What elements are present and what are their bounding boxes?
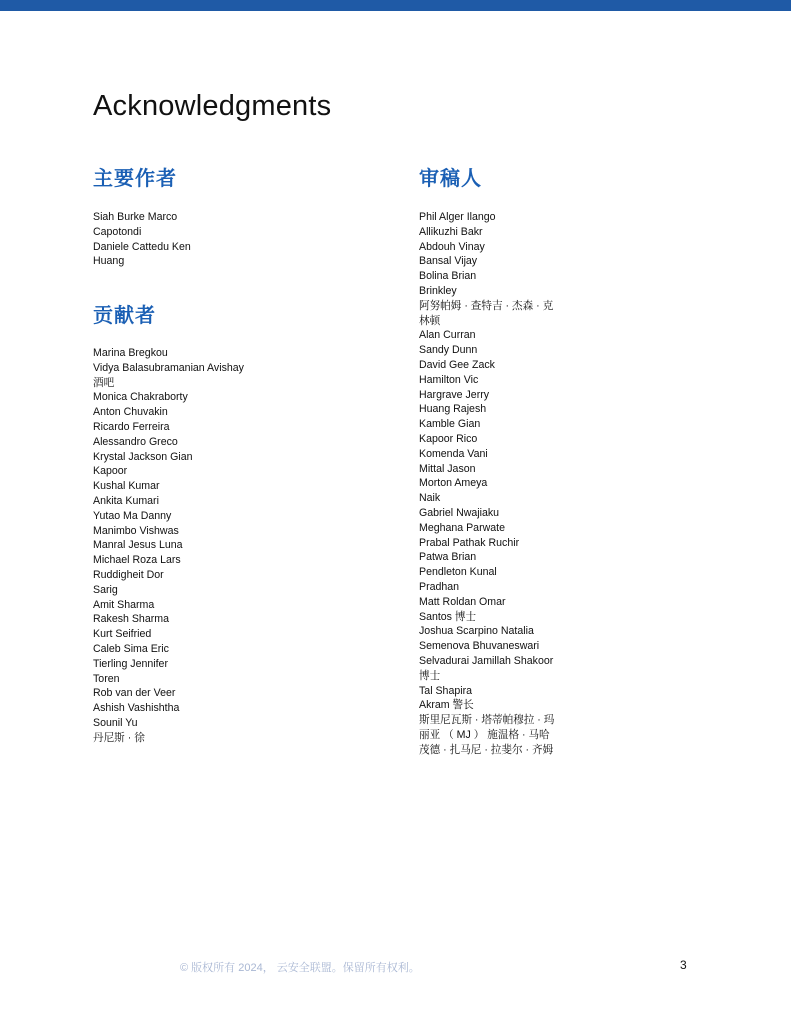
name-line: Bolina Brian xyxy=(419,270,477,283)
header-bar xyxy=(0,0,791,11)
name-line: Yutao Ma Danny xyxy=(93,509,172,522)
name-line: Hamilton Vic xyxy=(419,373,479,386)
name-line: Tal Shapira xyxy=(419,684,472,697)
page-title: Acknowledgments xyxy=(93,90,332,122)
name-line: Kurt Seifried xyxy=(93,628,152,641)
name-line: Pendleton Kunal xyxy=(419,566,497,579)
lead-authors-heading: 主要作者 xyxy=(93,168,177,190)
reviewers-heading: 审稿人 xyxy=(419,168,482,190)
name-line: Sarig xyxy=(93,583,118,596)
name-line: Kushal Kumar xyxy=(93,480,160,493)
name-line: David Gee Zack xyxy=(419,358,495,371)
name-line: Siah Burke Marco xyxy=(93,211,178,223)
name-line: Patwa Brian xyxy=(419,551,477,564)
name-line: Sounil Yu xyxy=(93,716,138,729)
name-line: 丽亚 （ MJ ） 施温格 · 马哈 xyxy=(419,728,550,741)
name-line: Morton Ameya xyxy=(419,477,488,490)
name-line: 博士 xyxy=(419,669,441,682)
name-line: Toren xyxy=(93,672,120,685)
name-line: 斯里尼瓦斯 · 塔蒂帕穆拉 · 玛 xyxy=(419,714,555,727)
name-line: Brinkley xyxy=(419,284,457,297)
name-line: Pradhan xyxy=(419,580,460,593)
name-line: 丹尼斯 · 徐 xyxy=(93,731,145,744)
name-line: Krystal Jackson Gian xyxy=(93,450,193,463)
lead-authors-list xyxy=(93,210,191,269)
name-line: Abdouh Vinay xyxy=(419,240,485,253)
copyright-footer: © 版权所有 2024， 云安全联盟。保留所有权利。 xyxy=(180,962,420,974)
contributors-list xyxy=(93,346,244,746)
name-line: Michael Roza Lars xyxy=(93,554,181,567)
name-line: Naik xyxy=(419,492,441,505)
name-line: Huang xyxy=(93,255,125,268)
page-number: 3 xyxy=(680,958,687,972)
name-line: Joshua Scarpino Natalia xyxy=(419,625,534,638)
name-line: Kapoor xyxy=(93,465,128,478)
name-line: Tierling Jennifer xyxy=(93,657,168,670)
name-line: Allikuzhi Bakr xyxy=(419,225,483,238)
name-line: Hargrave Jerry xyxy=(419,388,490,401)
name-line: Alessandro Greco xyxy=(93,435,178,448)
name-line: Mittal Jason xyxy=(419,462,476,475)
name-line: Sandy Dunn xyxy=(419,344,478,357)
name-line: Akram 警长 xyxy=(419,699,474,712)
name-line: Ankita Kumari xyxy=(93,494,159,507)
name-line: Huang Rajesh xyxy=(419,403,487,416)
name-line: Anton Chuvakin xyxy=(93,406,168,419)
name-line: Phil Alger Ilango xyxy=(419,211,496,223)
name-line: Matt Roldan Omar xyxy=(419,595,506,608)
name-line: 酒吧 xyxy=(93,376,115,389)
name-line: Selvadurai Jamillah Shakoor xyxy=(419,654,554,667)
name-line: 茂德 · 扎马尼 · 拉斐尔 · 齐姆 xyxy=(419,743,554,756)
name-line: Kapoor Rico xyxy=(419,432,478,445)
name-line: Ashish Vashishtha xyxy=(93,702,180,715)
name-line: Capotondi xyxy=(93,225,142,238)
name-line: Manral Jesus Luna xyxy=(93,539,183,552)
name-line: Manimbo Vishwas xyxy=(93,524,179,537)
name-line: Daniele Cattedu Ken xyxy=(93,240,191,253)
name-line: 阿努帕姆 · 查特吉 · 杰森 · 克 xyxy=(419,299,554,312)
name-line: Vidya Balasubramanian Avishay xyxy=(93,361,244,374)
name-line: Semenova Bhuvaneswari xyxy=(419,640,540,653)
name-line: Rakesh Sharma xyxy=(93,613,169,626)
name-line: Rob van der Veer xyxy=(93,687,176,700)
name-line: 林顿 xyxy=(419,314,441,327)
name-line: Alan Curran xyxy=(419,329,476,342)
name-line: Meghana Parwate xyxy=(419,521,505,534)
name-line: Ruddigheit Dor xyxy=(93,568,164,581)
name-line: Monica Chakraborty xyxy=(93,391,188,404)
name-line: Marina Bregkou xyxy=(93,347,168,359)
name-line: Prabal Pathak Ruchir xyxy=(419,536,520,549)
name-line: Ricardo Ferreira xyxy=(93,420,170,433)
name-line: Santos 博士 xyxy=(419,610,477,623)
reviewers-list xyxy=(419,210,554,757)
contributors-heading: 贡献者 xyxy=(93,305,156,327)
name-line: Kamble Gian xyxy=(419,418,481,431)
name-line: Komenda Vani xyxy=(419,447,488,460)
name-line: Gabriel Nwajiaku xyxy=(419,506,500,519)
name-line: Amit Sharma xyxy=(93,598,155,611)
name-line: Caleb Sima Eric xyxy=(93,642,169,655)
name-line: Bansal Vijay xyxy=(419,255,478,268)
